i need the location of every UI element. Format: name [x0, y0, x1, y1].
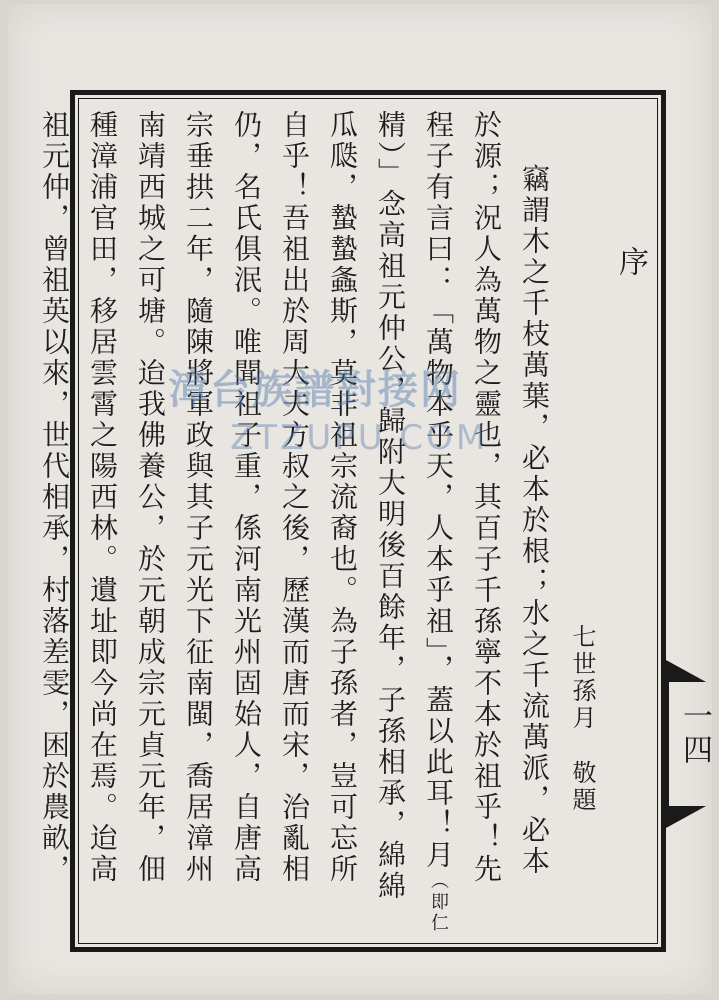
- text-column-1: 竊謂木之千枝萬葉，必本於根；水之千流萬派，必本: [518, 164, 551, 877]
- watermark-chinese: 漳台族譜對接网: [168, 367, 462, 413]
- watermark-english: ZTZUPU.COM: [230, 418, 489, 458]
- signature-suffix: 敬題: [568, 760, 596, 814]
- text-column-6: 自乎！吾祖出於周大夫方叔之後，歷漢而唐而宋，治亂相: [278, 110, 311, 885]
- text-column-7: 仍，名氏俱泯。唯聞祖子重，係河南光州固始人，自唐高: [230, 110, 263, 885]
- preface-signature: [558, 104, 606, 940]
- preface-title: 序: [613, 246, 648, 279]
- page-number: 一四: [677, 700, 712, 768]
- page-number-tab: [666, 660, 712, 828]
- text-column-4: 精）」念高祖元仲公，歸附大明後百餘年，子孫相承，綿綿: [374, 110, 407, 902]
- text-column-3: [414, 104, 462, 940]
- text-column-5: 瓜瓞，蟄蟄螽斯，莫非祖宗流裔也。為子孫者，豈可忘所: [326, 110, 359, 885]
- tab-bottom-mark-icon: [666, 806, 706, 828]
- text-column-11: 祖元仲，曾祖英以來，世代相承，村落差雯，困於農畝，: [38, 110, 71, 885]
- inline-note: （即仁: [428, 871, 449, 934]
- text-column-9: 南靖西城之可塘。迨我佛養公，於元朝成宗元貞元年，佃: [134, 110, 167, 885]
- text-column-3-main: 程子有言曰：「萬物本乎天，人本乎祖」，蓋以此耳！月: [422, 110, 455, 871]
- tab-top-mark-icon: [666, 660, 706, 682]
- text-column-10: 種漳浦官田，移居雲霄之陽西林。遺址即今尚在焉。迨高: [86, 110, 119, 885]
- text-column-8: 宗垂拱二年，隨陳將軍政與其子元光下征南閩，喬居漳州: [182, 110, 215, 885]
- signature-author: 七世孫月: [568, 624, 596, 732]
- preface-text-block: [38, 104, 654, 940]
- tab-divider-line: [666, 682, 669, 806]
- text-column-2: 於源；況人為萬物之靈也，其百子千孫寧不本於祖乎！先: [470, 110, 503, 885]
